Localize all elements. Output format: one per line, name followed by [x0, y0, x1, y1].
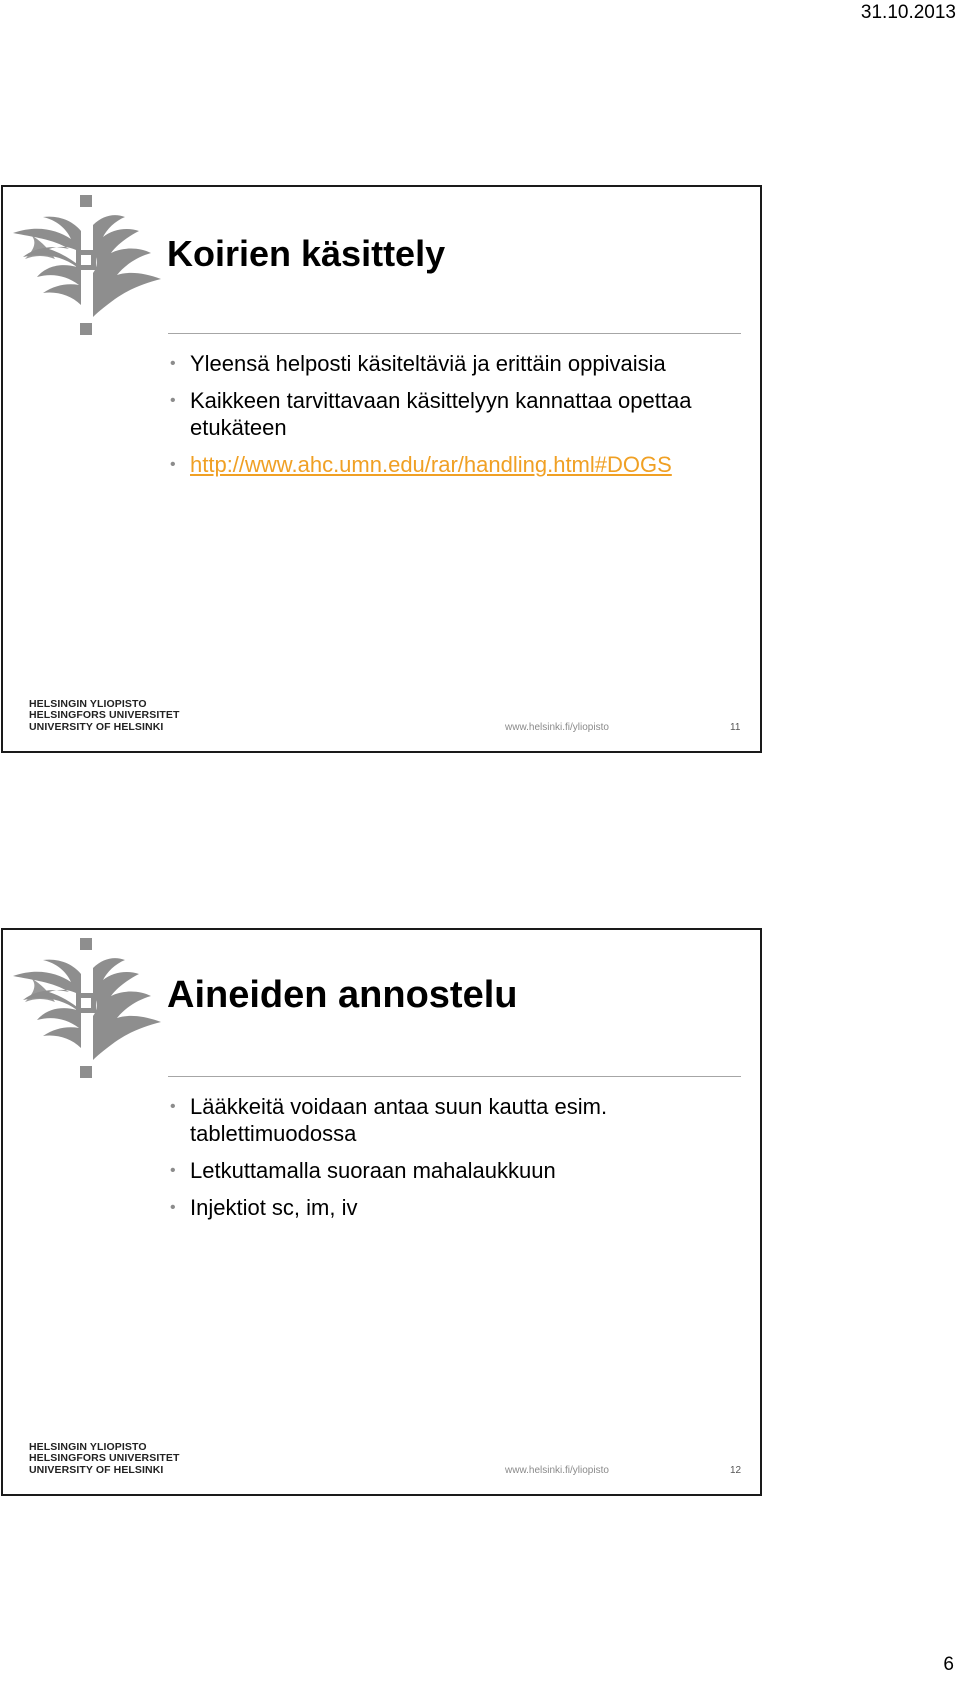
slide-number: 12 [730, 1465, 742, 1476]
title-divider [168, 333, 741, 334]
bullet-icon: • [170, 456, 176, 473]
university-logo-line: HELSINGIN YLIOPISTO [29, 697, 147, 710]
bullet-text: Injektiot sc, im, iv [190, 1195, 358, 1220]
footer-url: www.helsinki.fi/yliopisto [505, 1465, 609, 1476]
reference-link[interactable]: http://www.ahc.umn.edu/rar/handling.html#DOGS [190, 452, 672, 477]
footer-url: www.helsinki.fi/yliopisto [505, 722, 609, 733]
university-logo-line: HELSINGFORS UNIVERSITET [29, 1452, 180, 1464]
slide-title: Koirien käsittely [167, 233, 446, 274]
bullet-icon: • [170, 355, 176, 372]
list-item [168, 1194, 753, 1221]
list-item [168, 387, 753, 441]
university-logo [29, 1442, 179, 1477]
university-logo [29, 699, 179, 734]
slide-12 [1, 928, 762, 1496]
bullet-icon: • [170, 1199, 176, 1216]
list-item [168, 1157, 753, 1184]
bullet-text: Yleensä helposti käsiteltäviä ja erittäin oppivaisia [190, 351, 666, 376]
title-divider [168, 1076, 741, 1077]
bullet-list [168, 1093, 753, 1231]
list-item [168, 451, 753, 478]
slide-title: Aineiden annostelu [167, 974, 518, 1016]
bullet-icon: • [170, 1162, 176, 1179]
bullet-text: Kaikkeen tarvittavaan käsittelyyn kannattaa opettaa etukäteen [190, 388, 692, 440]
university-logo-line: HELSINGFORS UNIVERSITET [29, 709, 180, 721]
bullet-icon: • [170, 1098, 176, 1115]
bullet-icon: • [170, 392, 176, 409]
university-logo-line: UNIVERSITY OF HELSINKI [29, 720, 164, 733]
flame-logo-icon [11, 938, 166, 1080]
page-date: 31.10.2013 [860, 2, 956, 23]
bullet-list [168, 350, 753, 488]
page-number: 6 [943, 1654, 954, 1675]
university-logo-line: HELSINGIN YLIOPISTO [29, 1440, 147, 1453]
slide-number: 11 [730, 722, 741, 733]
bullet-text: Letkuttamalla suoraan mahalaukkuun [190, 1158, 556, 1183]
flame-logo-icon [11, 195, 166, 337]
slide-11 [1, 185, 762, 753]
list-item [168, 1093, 753, 1147]
list-item [168, 350, 753, 377]
university-logo-line: UNIVERSITY OF HELSINKI [29, 1463, 164, 1476]
bullet-text: Lääkkeitä voidaan antaa suun kautta esim. tablettimuodossa [190, 1094, 608, 1146]
